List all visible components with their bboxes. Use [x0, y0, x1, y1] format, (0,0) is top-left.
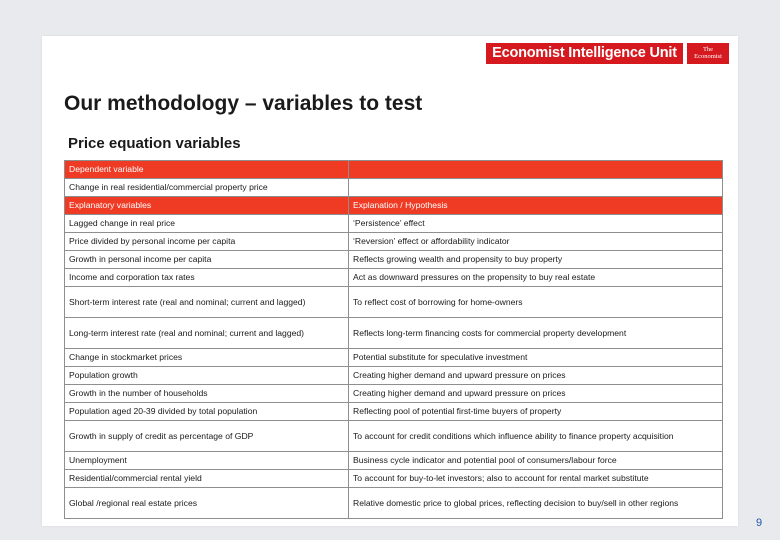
dependent-header-empty	[349, 161, 723, 179]
dependent-value-empty	[349, 179, 723, 197]
table-row	[65, 421, 723, 452]
variable-cell: Growth in supply of credit as percentage of GDP	[65, 421, 349, 452]
table-row	[65, 349, 723, 367]
table-row	[65, 287, 723, 318]
table-row	[65, 470, 723, 488]
variable-cell: Change in stockmarket prices	[65, 349, 349, 367]
col-header-variables: Explanatory variables	[65, 197, 349, 215]
explanatory-header-row	[65, 197, 723, 215]
explanation-cell: Creating higher demand and upward pressure on prices	[349, 385, 723, 403]
dependent-header-cell: Dependent variable	[65, 161, 349, 179]
explanation-cell: Reflects long-term financing costs for commercial property development	[349, 318, 723, 349]
economist-logo-line2: Economist	[694, 53, 722, 60]
table-row	[65, 488, 723, 519]
eiu-logo: Economist Intelligence Unit	[486, 43, 683, 64]
variable-cell: Unemployment	[65, 452, 349, 470]
table-row	[65, 269, 723, 287]
dependent-value-cell: Change in real residential/commercial property price	[65, 179, 349, 197]
economist-logo-line1: The	[702, 46, 714, 53]
explanation-cell: ‘Reversion’ effect or affordability indicator	[349, 233, 723, 251]
variables-table	[64, 160, 723, 519]
variable-cell: Long-term interest rate (real and nominal; current and lagged)	[65, 318, 349, 349]
dependent-value-row	[65, 179, 723, 197]
table-row	[65, 233, 723, 251]
dependent-header-row	[65, 161, 723, 179]
explanation-cell: Relative domestic price to global prices, reflecting decision to buy/sell in other regions	[349, 488, 723, 519]
explanation-cell: Reflects growing wealth and propensity to buy property	[349, 251, 723, 269]
col-header-explanation: Explanation / Hypothesis	[349, 197, 723, 215]
variable-cell: Income and corporation tax rates	[65, 269, 349, 287]
page-number: 9	[756, 517, 763, 529]
variable-cell: Global /regional real estate prices	[65, 488, 349, 519]
section-subtitle: Price equation variables	[68, 135, 241, 152]
explanation-cell: Business cycle indicator and potential pool of consumers/labour force	[349, 452, 723, 470]
explanation-cell: To reflect cost of borrowing for home-owners	[349, 287, 723, 318]
explanation-cell: ‘Persistence’ effect	[349, 215, 723, 233]
table-row	[65, 367, 723, 385]
explanation-cell: Potential substitute for speculative investment	[349, 349, 723, 367]
table-row	[65, 403, 723, 421]
variable-cell: Lagged change in real price	[65, 215, 349, 233]
economist-logo	[687, 43, 729, 64]
explanation-cell: To account for buy-to-let investors; also to account for rental market substitute	[349, 470, 723, 488]
variable-cell: Short-term interest rate (real and nominal; current and lagged)	[65, 287, 349, 318]
variable-cell: Residential/commercial rental yield	[65, 470, 349, 488]
table-row	[65, 452, 723, 470]
table-row	[65, 251, 723, 269]
explanation-cell: Act as downward pressures on the propensity to buy real estate	[349, 269, 723, 287]
table-row	[65, 318, 723, 349]
explanation-cell: To account for credit conditions which influence ability to finance property acquisition	[349, 421, 723, 452]
page-title: Our methodology – variables to test	[64, 92, 423, 115]
explanation-cell: Reflecting pool of potential first-time buyers of property	[349, 403, 723, 421]
table-row	[65, 385, 723, 403]
variable-cell: Growth in personal income per capita	[65, 251, 349, 269]
variable-cell: Population growth	[65, 367, 349, 385]
variable-cell: Population aged 20-39 divided by total population	[65, 403, 349, 421]
explanation-cell: Creating higher demand and upward pressure on prices	[349, 367, 723, 385]
table-row	[65, 215, 723, 233]
variable-cell: Growth in the number of households	[65, 385, 349, 403]
variable-cell: Price divided by personal income per capita	[65, 233, 349, 251]
